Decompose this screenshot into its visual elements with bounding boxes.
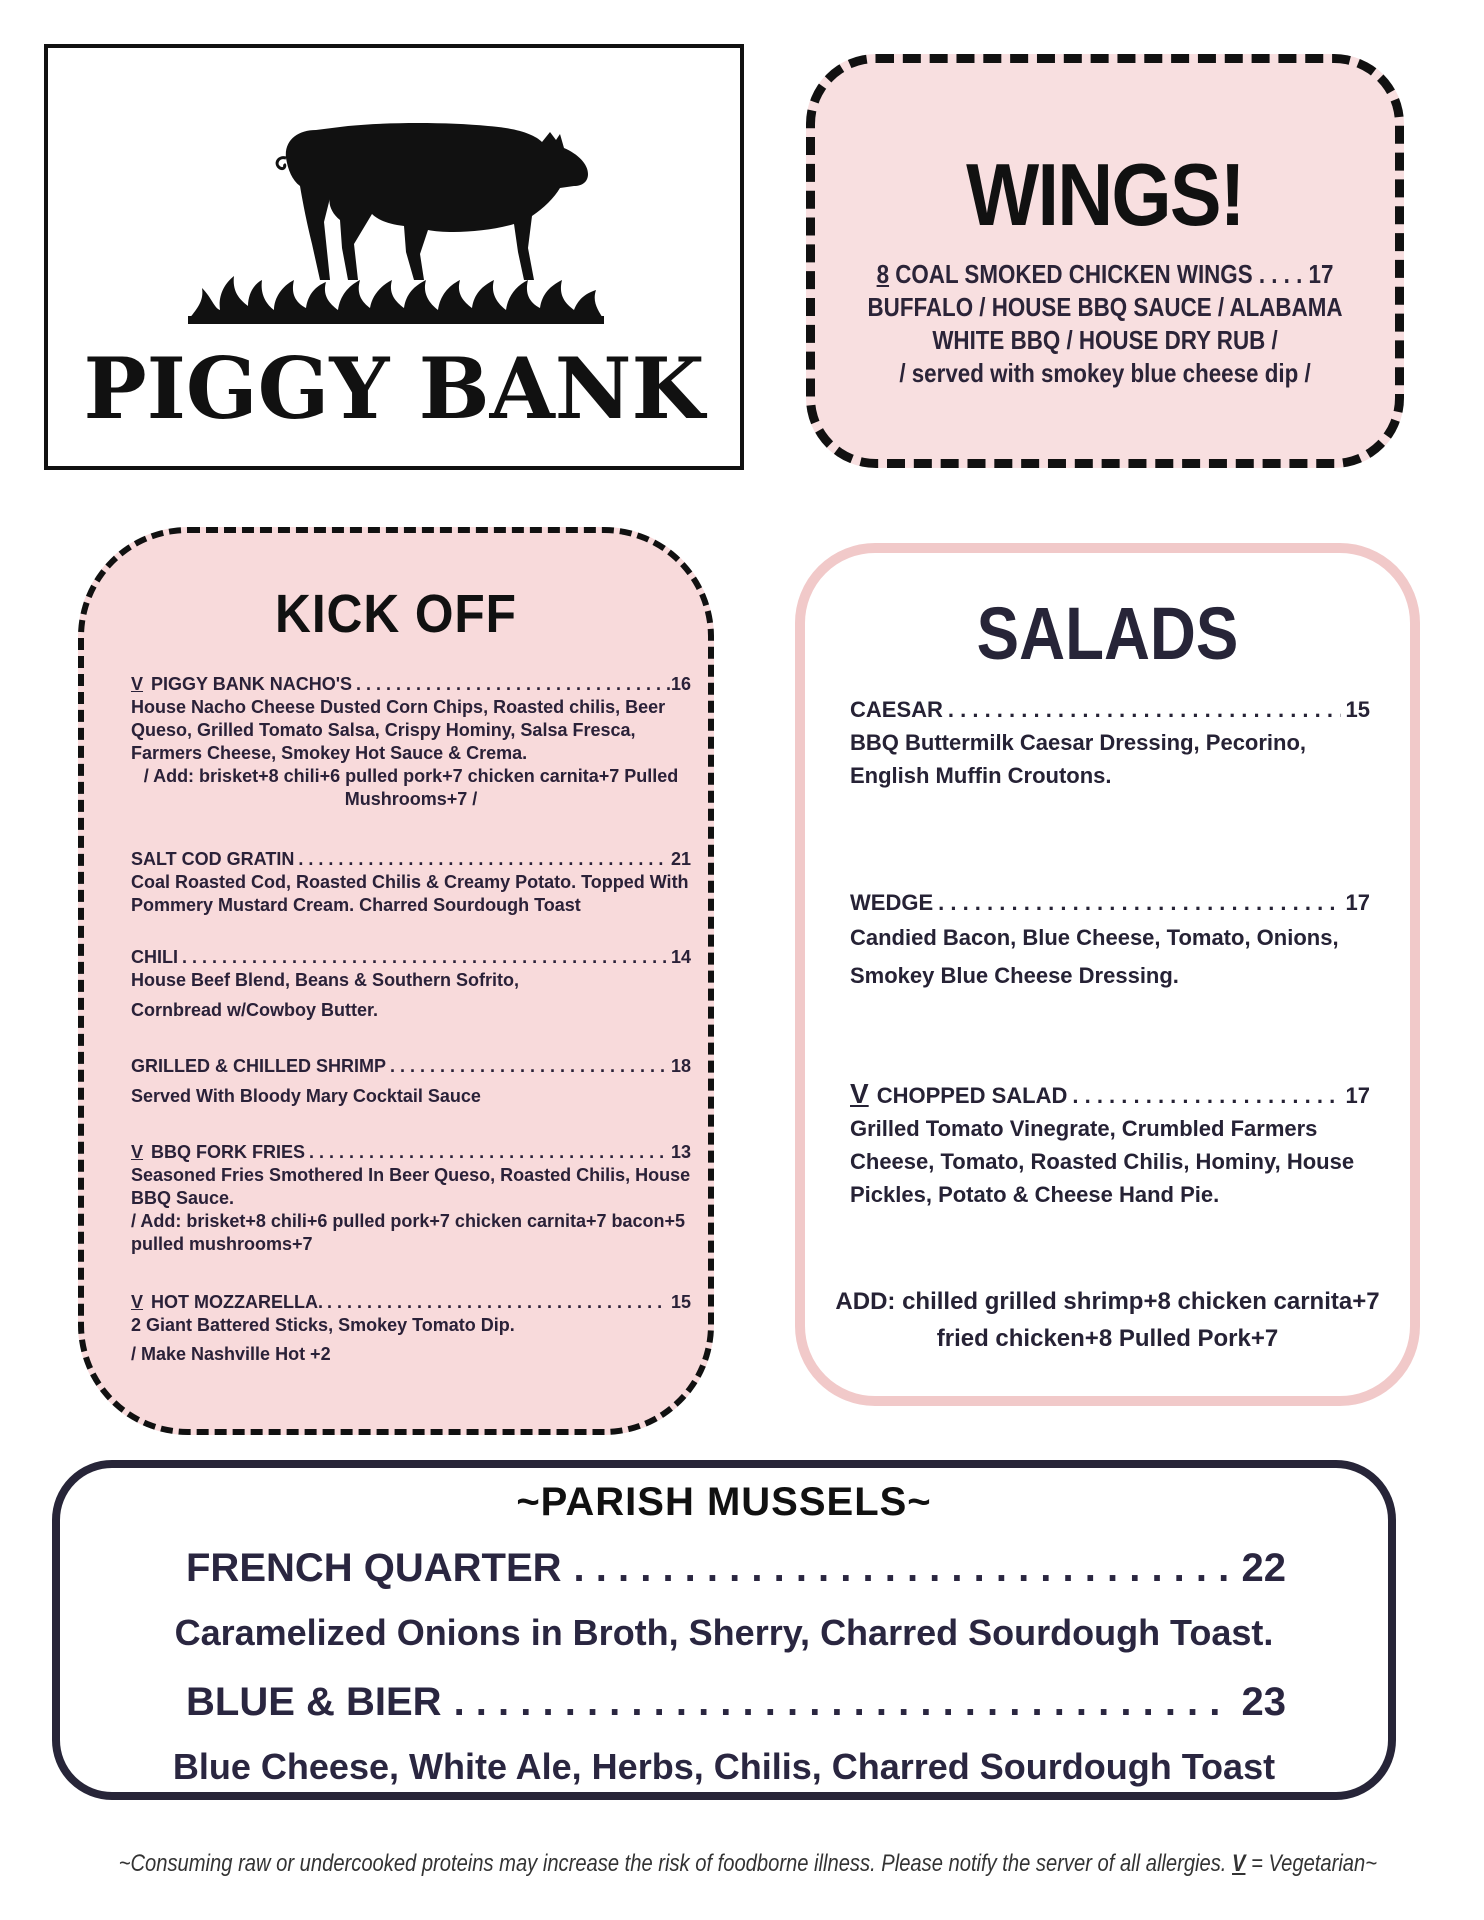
- item-description: Caramelized Onions in Broth, Sherry, Charred Sourdough Toast.: [174, 1612, 1274, 1653]
- item-price: 18: [670, 1056, 691, 1076]
- item-price: 22: [1241, 1546, 1286, 1590]
- item-price: 21: [670, 849, 691, 869]
- kickoff-title: KICK OFF: [275, 584, 517, 644]
- mussels-item-header: [186, 1546, 1286, 1591]
- vegetarian-mark: V: [131, 1292, 144, 1312]
- wings-line-3: WHITE BBQ / HOUSE DRY RUB /: [932, 325, 1278, 355]
- wings-count: 8: [876, 259, 890, 289]
- vegetarian-mark: V: [131, 674, 144, 694]
- item-price: 17: [1345, 890, 1370, 915]
- item-description: House Nacho Cheese Dusted Corn Chips, Roasted chilis, Beer Queso, Grilled Tomato Salsa, Crispy Hominy, Salsa Fresca, Farmers Cheese, Smokey Hot Sauce & Crema.: [131, 697, 666, 763]
- mussels-panel: [52, 1460, 1396, 1800]
- menu-item: [131, 946, 691, 1022]
- wings-line-1: [856, 261, 1355, 287]
- vegetarian-mark: V: [850, 1078, 869, 1109]
- item-name: FRENCH QUARTER: [186, 1546, 562, 1590]
- item-name: CHILI: [131, 947, 178, 967]
- item-addons: / Add: brisket+8 chili+6 pulled pork+7 chicken carnita+7 Pulled Mushrooms+7 /: [143, 766, 679, 809]
- item-description: Grilled Tomato Vinegrate, Crumbled Farmers Cheese, Tomato, Roasted Chilis, Hominy, House Pickles, Potato & Cheese Hand Pie.: [850, 1116, 1355, 1207]
- item-name: WEDGE: [850, 890, 934, 915]
- wings-title: WINGS!: [966, 145, 1244, 244]
- item-description: Coal Roasted Cod, Roasted Chilis & Creamy Potato. Topped With Pommery Mustard Cream. Charred Sourdough Toast: [131, 872, 689, 915]
- item-name: BLUE & BIER: [186, 1680, 442, 1724]
- item-name: SALT COD GRATIN: [131, 849, 295, 869]
- logo-box: [44, 44, 744, 470]
- menu-item: [131, 1055, 691, 1108]
- item-price: 23: [1241, 1680, 1286, 1724]
- item-name: PIGGY BANK NACHO'S: [151, 674, 352, 694]
- wings-line-4: / served with smokey blue cheese dip /: [899, 358, 1311, 388]
- item-name: BBQ FORK FRIES: [151, 1142, 306, 1162]
- pig-icon: [277, 123, 588, 280]
- footer-disclaimer: [118, 1850, 1378, 1878]
- wings-line-2: BUFFALO / HOUSE BBQ SAUCE / ALABAMA: [867, 292, 1343, 322]
- item-price: 13: [670, 1142, 691, 1162]
- item-description: Blue Cheese, White Ale, Herbs, Chilis, Charred Sourdough Toast: [172, 1746, 1276, 1787]
- vegetarian-mark: V: [131, 1142, 144, 1162]
- item-price: 14: [670, 947, 691, 967]
- wings-item: COAL SMOKED CHICKEN WINGS . . . . 17: [895, 259, 1334, 289]
- item-name: CAESAR: [850, 697, 943, 722]
- salads-title: SALADS: [976, 592, 1239, 675]
- salad-addons-line-2: fried chicken+8 Pulled Pork+7: [936, 1325, 1279, 1352]
- item-description: Candied Bacon, Blue Cheese, Tomato, Onions, Smokey Blue Cheese Dressing.: [850, 925, 1339, 988]
- item-description: 2 Giant Battered Sticks, Smokey Tomato Dip.: [131, 1315, 515, 1335]
- item-price: 17: [1345, 1083, 1370, 1108]
- item-price: 15: [670, 1292, 691, 1312]
- item-description-2: Cornbread w/Cowboy Butter.: [131, 1000, 379, 1020]
- item-name: GRILLED & CHILLED SHRIMP: [131, 1056, 386, 1076]
- salad-addons: [825, 1283, 1390, 1357]
- item-description: Served With Bloody Mary Cocktail Sauce: [131, 1086, 481, 1106]
- menu-item: [850, 886, 1370, 995]
- item-description: Seasoned Fries Smothered In Beer Queso, Roasted Chilis, House BBQ Sauce.: [131, 1165, 691, 1208]
- vegetarian-mark: V: [1232, 1850, 1246, 1877]
- salad-addons-line-1: ADD: chilled grilled shrimp+8 chicken carnita+7: [835, 1288, 1380, 1315]
- item-addons: / Add: brisket+8 chili+6 pulled pork+7 chicken carnita+7 bacon+5 pulled mushrooms+7: [131, 1211, 686, 1254]
- item-description: BBQ Buttermilk Caesar Dressing, Pecorino, English Muffin Croutons.: [850, 730, 1307, 788]
- item-name: CHOPPED SALAD: [876, 1083, 1068, 1108]
- menu-item: [131, 1141, 691, 1256]
- menu-item: [850, 1077, 1370, 1211]
- salads-panel: [795, 543, 1420, 1406]
- mussels-item-header: [186, 1680, 1286, 1725]
- item-price: 15: [1345, 697, 1370, 722]
- item-name: HOT MOZZARELLA.: [151, 1292, 323, 1312]
- brand-wordmark: PIGGY BANK: [83, 339, 705, 438]
- item-price: .16: [665, 674, 691, 694]
- wings-panel: [806, 54, 1404, 468]
- menu-item: [131, 848, 691, 917]
- item-description: House Beef Blend, Beans & Southern Sofrito,: [131, 970, 520, 990]
- footer-veg-text: = Vegetarian~: [1251, 1850, 1378, 1877]
- flames-icon: [188, 276, 604, 324]
- footer-text: ~Consuming raw or undercooked proteins may increase the risk of foodborne illness. Please notify the server of all allergies.: [118, 1850, 1227, 1877]
- menu-item: [131, 1291, 691, 1366]
- pig-logo: [48, 48, 740, 466]
- mussels-title: ~PARISH MUSSELS~: [516, 1480, 932, 1524]
- item-addons: / Make Nashville Hot +2: [131, 1344, 331, 1364]
- menu-item: [131, 673, 691, 811]
- menu-item: [850, 693, 1370, 792]
- kickoff-panel: [78, 527, 714, 1435]
